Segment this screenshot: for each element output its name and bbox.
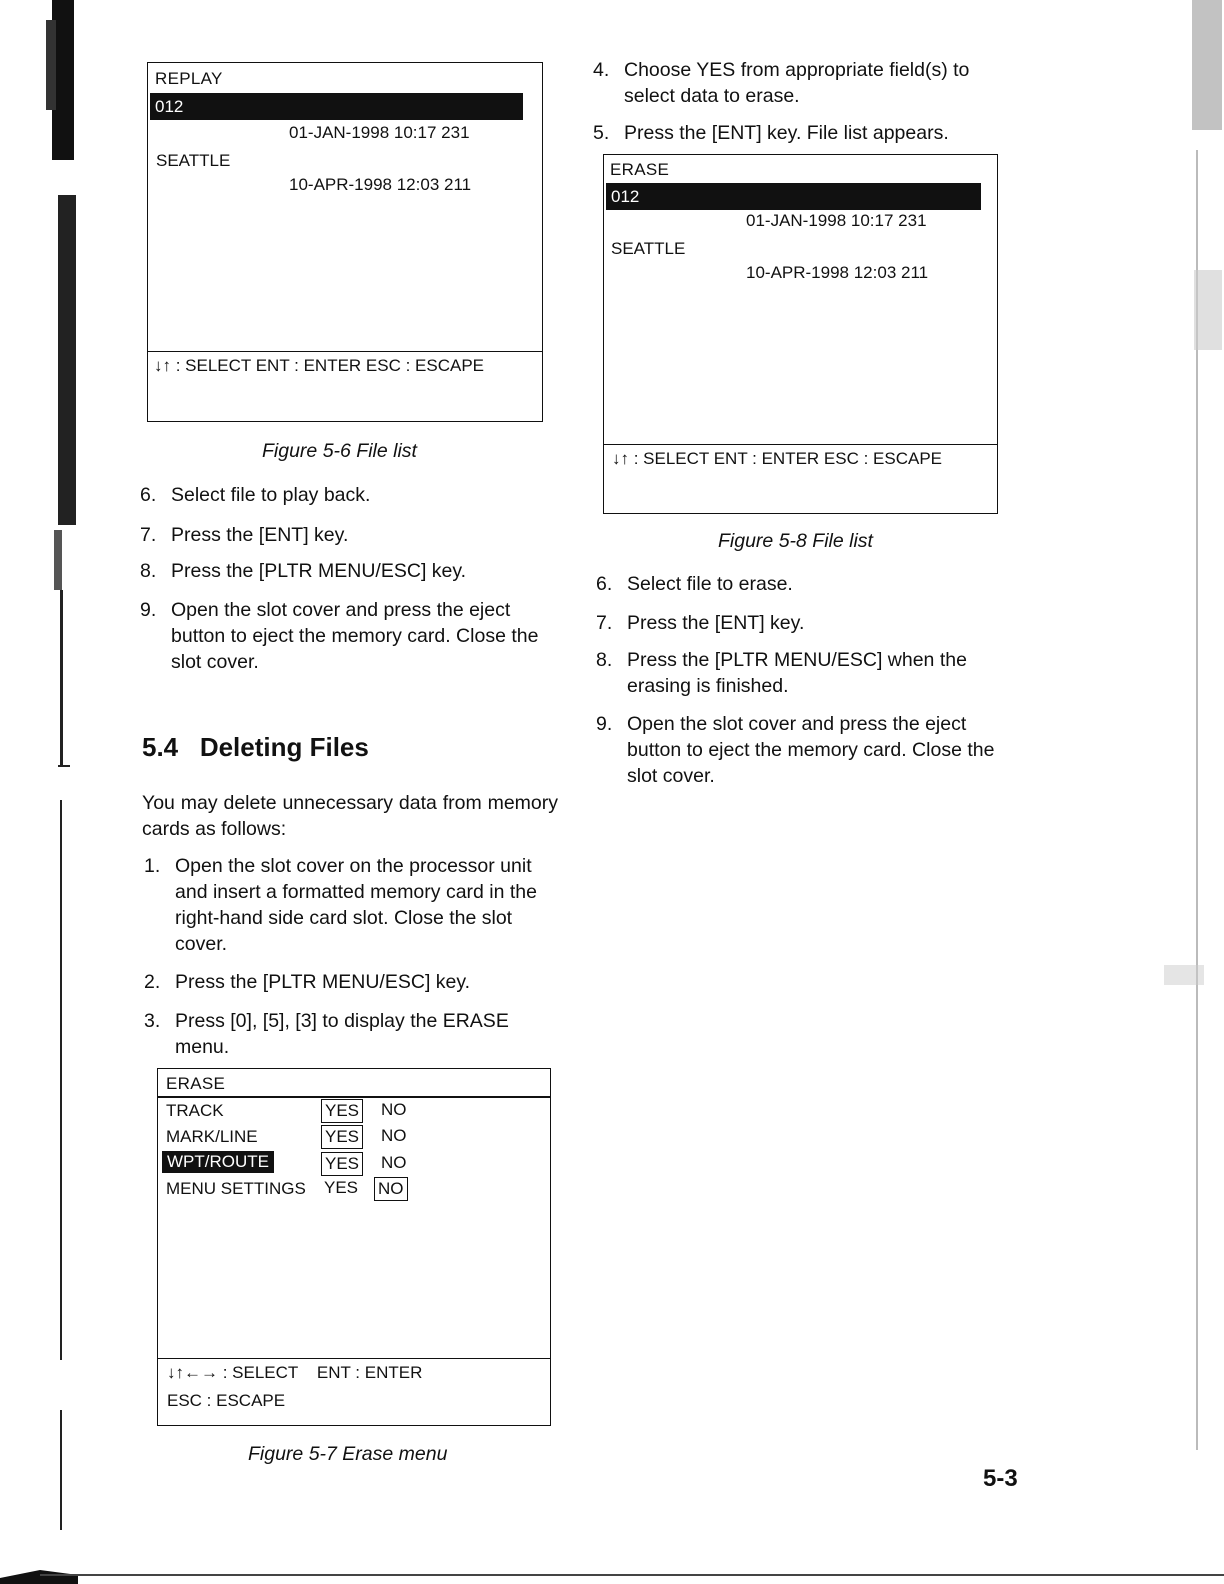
step-text: Press the [ENT] key. <box>627 612 805 634</box>
left-step-1 <box>144 853 558 957</box>
title-divider <box>158 1096 550 1098</box>
erase-screen-footer <box>604 444 997 512</box>
step-text: Select file to erase. <box>627 573 793 595</box>
markline-yes-option[interactable]: YES <box>321 1125 363 1149</box>
step-text: Press the [ENT] key. File list appears. <box>624 122 949 144</box>
step-text: Press the [PLTR MENU/ESC] when the erasing is finished. <box>627 649 967 697</box>
left-step-3 <box>144 1008 558 1060</box>
replay-screen-title: REPLAY <box>155 69 223 88</box>
footer-select-hint: ↓↑←→ : SELECT ENT : ENTER <box>167 1363 423 1382</box>
markline-no-option[interactable]: NO <box>381 1126 407 1145</box>
footer-key-hints: ↓↑ : SELECT ENT : ENTER ESC : ESCAPE <box>612 449 943 468</box>
right-step-7 <box>596 610 1016 636</box>
intro-paragraph: You may delete unnecessary data from memory cards as follows: <box>142 792 558 840</box>
file-seattle[interactable]: SEATTLE <box>611 239 686 258</box>
left-step-6 <box>140 482 560 508</box>
step-text: Open the slot cover and press the eject button to eject the memory card. Close the slot cover. <box>627 713 995 787</box>
menusettings-yes-option[interactable]: YES <box>324 1178 359 1197</box>
right-step-8 <box>596 647 1016 699</box>
bottom-rule <box>40 1574 1224 1576</box>
track-yes-option[interactable]: YES <box>321 1099 363 1123</box>
file-seattle[interactable]: SEATTLE <box>156 151 231 170</box>
replay-screen <box>147 62 543 422</box>
selected-file-012[interactable] <box>150 93 523 120</box>
track-no-option[interactable]: NO <box>381 1100 407 1119</box>
file-1-details: 01-JAN-1998 10:17 231 <box>746 211 927 230</box>
step-number: 1. <box>144 855 161 877</box>
right-step-9 <box>596 711 1016 789</box>
step-number: 8. <box>140 560 157 582</box>
erase-row-track-label: TRACK <box>166 1101 224 1120</box>
step-number: 2. <box>144 971 161 993</box>
step-text: Open the slot cover on the processor unit and insert a formatted memory card in the right-hand side card slot. Close the slot cover. <box>175 855 537 955</box>
erase-row-markline-label: MARK/LINE <box>166 1127 258 1146</box>
page-number: 5-3 <box>983 1465 1018 1492</box>
erase-menu-title: ERASE <box>166 1074 226 1093</box>
wptroute-yes-option[interactable]: YES <box>321 1152 363 1176</box>
step-text: Press [0], [5], [3] to display the ERASE menu. <box>175 1010 509 1058</box>
step-text: Press the [ENT] key. <box>171 524 349 546</box>
left-step-9 <box>140 597 560 675</box>
left-step-2 <box>144 969 558 995</box>
binder-edge-artifact <box>0 0 78 1584</box>
right-step-4 <box>593 57 1013 109</box>
footer-escape-hint: ESC : ESCAPE <box>167 1391 286 1410</box>
menusettings-no-option[interactable]: NO <box>374 1177 408 1201</box>
step-number: 6. <box>140 484 157 506</box>
scan-noise-artifact <box>1164 0 1224 1584</box>
left-step-8 <box>140 558 560 584</box>
right-step-5 <box>593 120 1013 146</box>
figure-5-6-caption: Figure 5-6 File list <box>262 440 417 462</box>
figure-5-8-caption: Figure 5-8 File list <box>718 530 873 552</box>
step-number: 7. <box>140 524 157 546</box>
step-text: Press the [PLTR MENU/ESC] key. <box>171 560 467 582</box>
erase-menu-footer <box>158 1358 550 1424</box>
file-2-details: 10-APR-1998 12:03 211 <box>746 263 929 282</box>
left-step-7 <box>140 522 560 548</box>
erase-menu-screen <box>157 1068 551 1426</box>
step-number: 3. <box>144 1010 161 1032</box>
selected-file-label: 012 <box>155 97 184 116</box>
step-number: 9. <box>596 713 613 735</box>
step-number: 5. <box>593 122 610 144</box>
file-2-details: 10-APR-1998 12:03 211 <box>289 175 472 194</box>
right-step-6 <box>596 571 1016 597</box>
erase-row-menusettings-label: MENU SETTINGS <box>166 1179 306 1198</box>
erase-screen-title: ERASE <box>610 160 670 179</box>
file-1-details: 01-JAN-1998 10:17 231 <box>289 123 470 142</box>
step-text: Select file to play back. <box>171 484 371 506</box>
figure-5-7-caption: Figure 5-7 Erase menu <box>248 1443 448 1465</box>
step-number: 6. <box>596 573 613 595</box>
selected-file-012[interactable] <box>606 183 981 210</box>
step-text: Press the [PLTR MENU/ESC] key. <box>175 971 471 993</box>
step-text: Open the slot cover and press the eject button to eject the memory card. Close the slot cover. <box>171 599 539 673</box>
wptroute-no-option[interactable]: NO <box>381 1153 407 1172</box>
step-text: Choose YES from appropriate field(s) to select data to erase. <box>624 59 970 107</box>
step-number: 9. <box>140 599 157 621</box>
step-number: 4. <box>593 59 610 81</box>
step-number: 7. <box>596 612 613 634</box>
footer-key-hints: ↓↑ : SELECT ENT : ENTER ESC : ESCAPE <box>154 356 485 375</box>
erase-file-list-screen <box>603 154 998 514</box>
section-heading: 5.4 Deleting Files <box>142 732 369 762</box>
selected-file-label: 012 <box>611 187 640 206</box>
replay-screen-footer <box>148 351 542 420</box>
step-number: 8. <box>596 649 613 671</box>
erase-row-wptroute-label[interactable]: WPT/ROUTE <box>162 1151 274 1173</box>
